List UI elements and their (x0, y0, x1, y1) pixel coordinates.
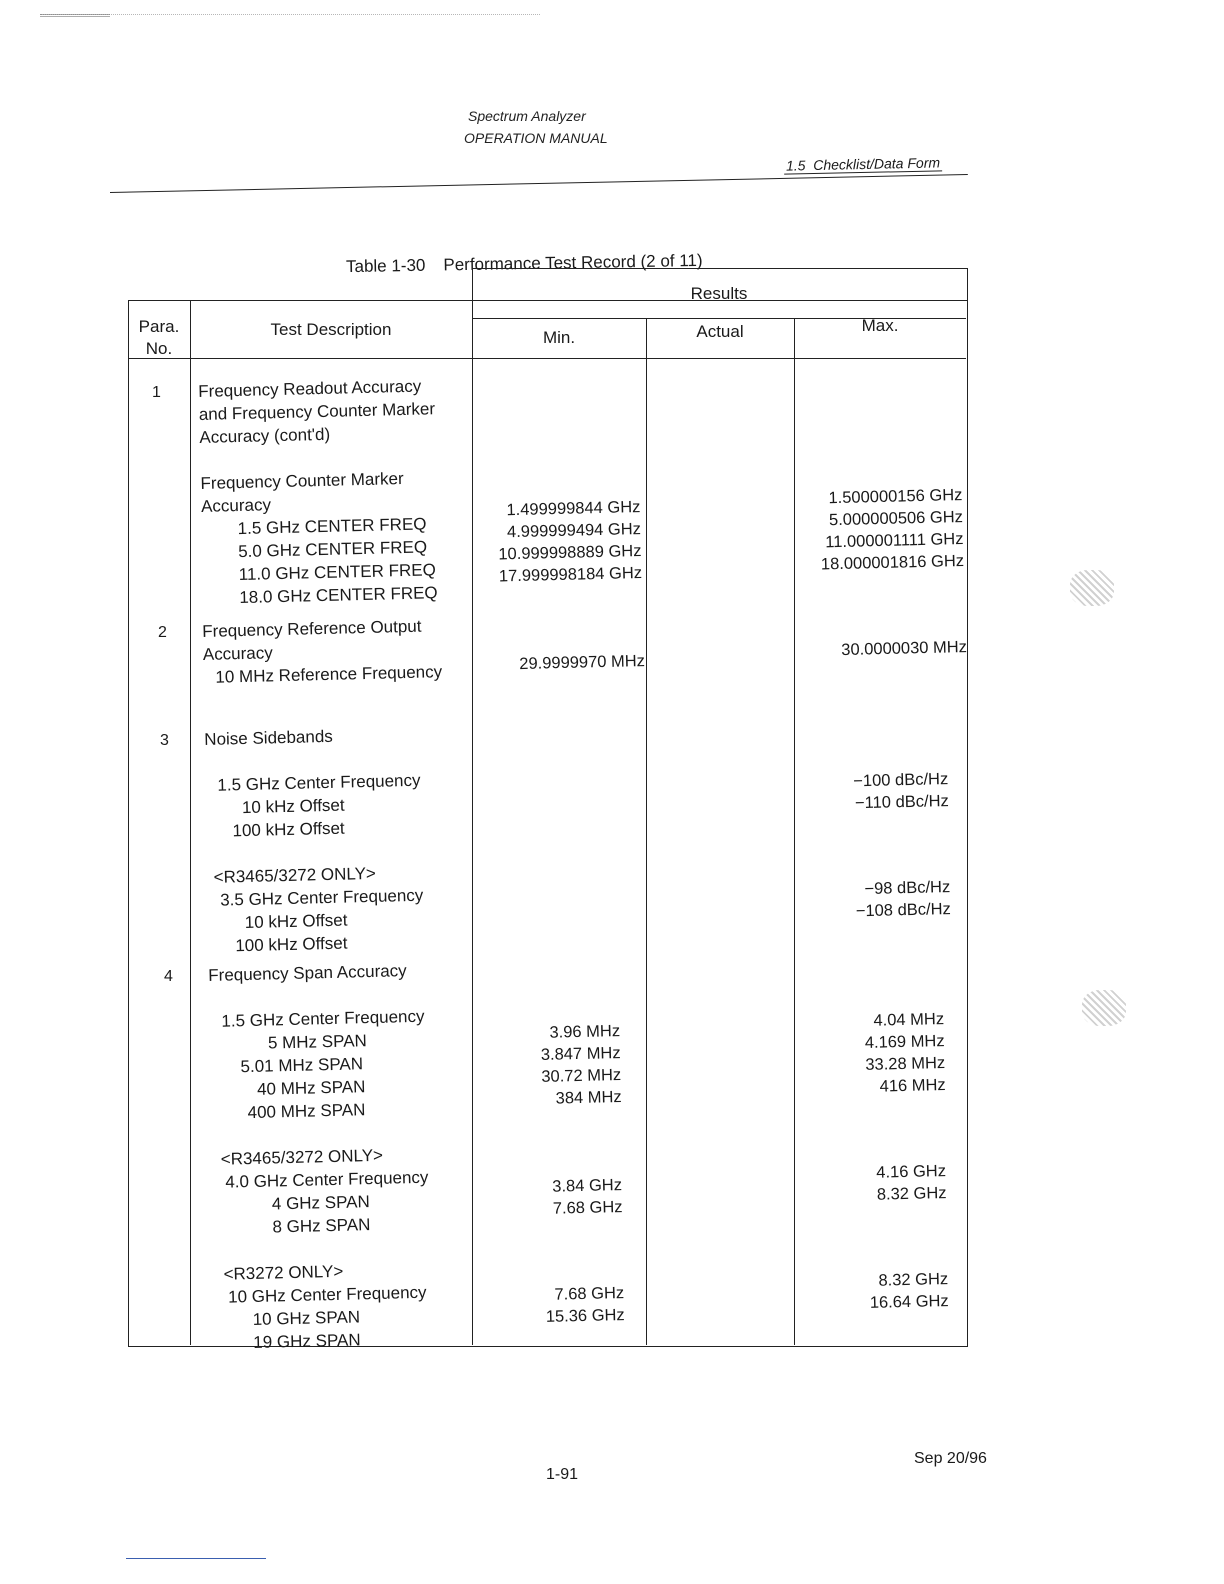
min-value: 3.96 MHz (549, 1021, 621, 1042)
max-values-2 (841, 636, 967, 661)
max-values-4a (864, 1008, 946, 1098)
desc-line: 5 MHz SPAN (267, 1031, 368, 1053)
desc-line: 11.0 GHz CENTER FREQ (238, 560, 437, 585)
header-product: Spectrum Analyzer (468, 108, 586, 124)
col-divider-para (190, 300, 191, 1345)
col-header-results: Results (690, 284, 748, 303)
col-divider-min (646, 318, 647, 1345)
desc-line: 5.01 MHz SPAN (240, 1054, 364, 1077)
desc-line: Accuracy (200, 495, 272, 516)
max-value: 11.000001111 GHz (824, 529, 964, 552)
col-header-para-line2: No. (145, 339, 173, 358)
desc-line: 10 GHz SPAN (252, 1307, 361, 1330)
max-value: 1.500000156 GHz (828, 485, 963, 508)
min-value: 384 MHz (555, 1087, 623, 1108)
min-value: 7.68 GHz (552, 1197, 624, 1218)
desc-line: <R3465/3272 ONLY> (213, 863, 377, 887)
page-number: 1-91 (546, 1466, 579, 1483)
desc-line: 10 MHz Reference Frequency (215, 662, 443, 687)
header-bottom-rule (128, 358, 966, 359)
min-values-4b (552, 1174, 623, 1220)
min-value: 29.9999970 MHz (519, 651, 646, 674)
max-value: −110 dBc/Hz (854, 791, 950, 813)
desc-line: 4 GHz SPAN (271, 1192, 371, 1214)
min-values-4a (540, 1020, 622, 1110)
desc-line: 19 GHz SPAN (253, 1330, 361, 1353)
min-value: 10.999998889 GHz (498, 541, 642, 564)
table-caption: Performance Test Record (2 of 11) (443, 250, 703, 275)
table-number: Table 1-30 (345, 255, 426, 277)
col-divider-desc (472, 300, 473, 1345)
col-header-para-line1: Para. (138, 317, 180, 336)
max-value: 30.0000030 MHz (841, 637, 968, 660)
section-number: 1.5 (785, 157, 806, 174)
min-value: 15.36 GHz (545, 1305, 626, 1326)
test-description-4 (208, 959, 433, 1355)
desc-line: Noise Sidebands (204, 726, 334, 749)
desc-line: Frequency Reference Output (202, 616, 422, 641)
desc-line: and Frequency Counter Marker (198, 399, 436, 424)
desc-line: 10 kHz Offset (241, 795, 345, 818)
min-value: 30.72 MHz (541, 1065, 622, 1086)
max-values-1 (819, 484, 964, 575)
desc-line: 8 GHz SPAN (272, 1215, 371, 1237)
desc-line: 1.5 GHz Center Frequency (217, 770, 421, 795)
col-header-actual: Actual (696, 322, 744, 341)
para-number: 3 (160, 732, 169, 749)
max-values-4c (869, 1268, 949, 1314)
scan-noise-blob (1070, 570, 1114, 606)
test-description-1 (198, 374, 440, 610)
desc-line: 18.0 GHz CENTER FREQ (239, 583, 438, 608)
min-value: 7.68 GHz (554, 1283, 625, 1304)
col-header-para (130, 316, 188, 360)
desc-line: Frequency Counter Marker (200, 469, 404, 493)
max-value: −108 dBc/Hz (855, 899, 952, 921)
max-value: 5.000000506 GHz (828, 507, 964, 530)
desc-line: <R3465/3272 ONLY> (220, 1145, 384, 1169)
test-description-2 (202, 614, 442, 689)
desc-line: 100 kHz Offset (235, 933, 348, 956)
desc-line: 1.5 GHz CENTER FREQ (237, 514, 427, 539)
max-value: 4.04 MHz (873, 1009, 945, 1030)
max-value: −100 dBc/Hz (853, 769, 949, 791)
max-value: −98 dBc/Hz (864, 877, 951, 899)
min-value: 1.499999844 GHz (506, 497, 641, 520)
desc-line: 10 GHz Center Frequency (227, 1282, 427, 1307)
desc-line: Accuracy (cont'd) (199, 424, 331, 447)
scan-noise-blob (1082, 990, 1126, 1026)
min-value: 3.847 MHz (540, 1043, 622, 1064)
desc-line: 5.0 GHz CENTER FREQ (237, 537, 428, 562)
max-values-3a (853, 768, 949, 814)
max-value: 16.64 GHz (869, 1291, 950, 1312)
desc-line: Frequency Readout Accuracy (198, 376, 422, 401)
max-value: 8.32 GHz (876, 1183, 948, 1204)
scan-noise-corner (40, 14, 110, 29)
max-value: 4.169 MHz (864, 1031, 946, 1052)
max-value: 8.32 GHz (878, 1269, 949, 1290)
desc-line: 100 kHz Offset (232, 818, 345, 841)
min-value: 3.84 GHz (552, 1175, 623, 1196)
desc-line: 1.5 GHz Center Frequency (221, 1006, 425, 1031)
max-value: 33.28 MHz (865, 1053, 946, 1074)
desc-line: 400 MHz SPAN (247, 1100, 366, 1123)
para-number: 1 (152, 384, 161, 401)
desc-line: Accuracy (202, 643, 273, 664)
col-divider-actual (794, 318, 795, 1345)
desc-line: 40 MHz SPAN (256, 1077, 366, 1099)
desc-line: 10 kHz Offset (244, 910, 348, 933)
scan-noise (40, 14, 540, 23)
footer-rule (126, 1558, 266, 1559)
section-label (784, 154, 942, 174)
desc-line: 3.5 GHz Center Frequency (219, 885, 424, 910)
min-values-4c (545, 1282, 625, 1328)
desc-line: Frequency Span Accuracy (208, 961, 407, 985)
desc-line: 4.0 GHz Center Frequency (225, 1167, 429, 1192)
col-header-max: Max. (861, 316, 899, 335)
max-value: 416 MHz (879, 1075, 947, 1096)
max-value: 18.000001816 GHz (820, 551, 965, 574)
col-header-min: Min. (542, 328, 576, 347)
para-number: 2 (158, 624, 167, 641)
revision-date: Sep 20/96 (914, 1450, 987, 1467)
section-title: Checklist/Data Form (813, 154, 941, 174)
header-rule (110, 174, 968, 193)
col-header-description: Test Description (270, 320, 392, 339)
para-number: 4 (164, 968, 173, 985)
min-values-2 (519, 650, 645, 675)
min-values-1 (497, 496, 642, 587)
max-values-4b (876, 1160, 947, 1206)
header-manual: OPERATION MANUAL (464, 130, 608, 146)
test-description-3 (204, 723, 425, 958)
min-value: 17.999998184 GHz (498, 563, 643, 586)
max-values-3b (855, 876, 951, 922)
min-value: 4.999999494 GHz (506, 519, 642, 542)
desc-line: <R3272 ONLY> (223, 1261, 344, 1284)
max-value: 4.16 GHz (876, 1161, 947, 1182)
